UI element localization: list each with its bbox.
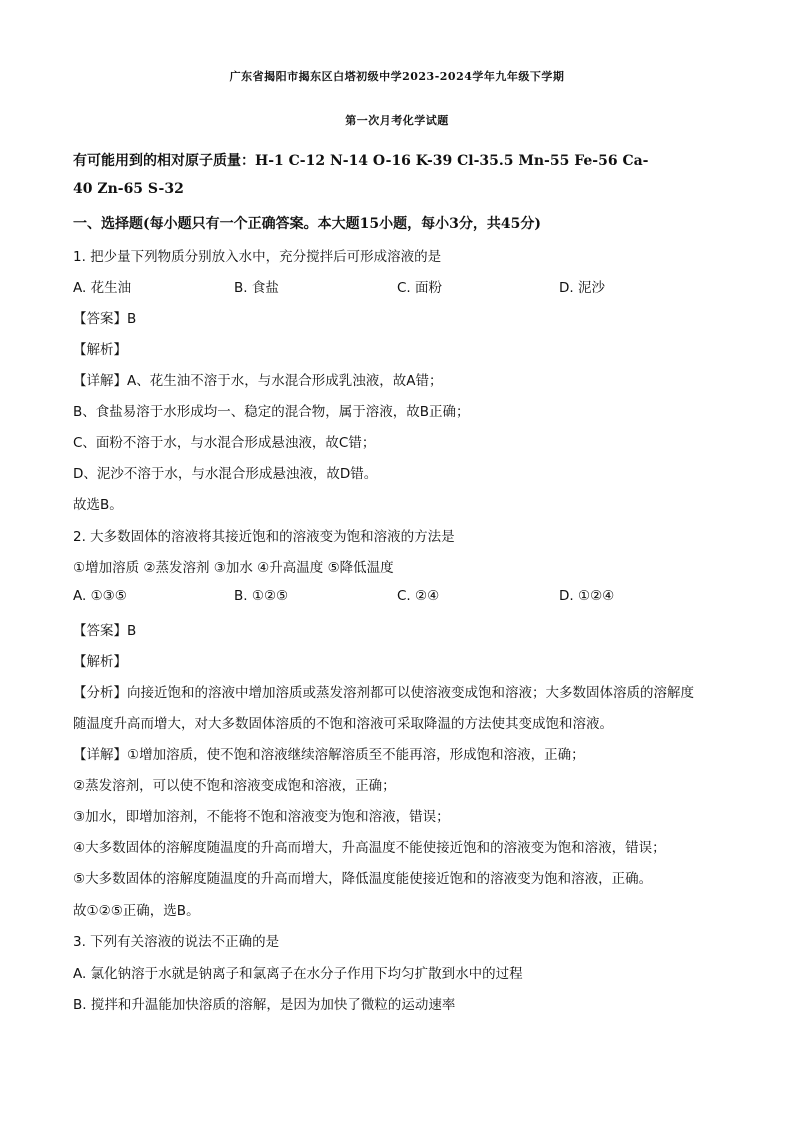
q2-answer: 【答案】B	[73, 623, 137, 639]
q1-stem: 1. 把少量下列物质分别放入水中，充分搅拌后可形成溶液的是	[73, 249, 442, 265]
q1-conclusion: 故选B。	[73, 497, 123, 513]
q2-fenxi-line: 【分析】向接近饱和的溶液中增加溶质或蒸发溶剂都可以使溶液变成饱和溶液；大多数固体溶质的溶解度	[73, 685, 694, 701]
q3-option-a: A. 氯化钠溶于水就是钠离子和氯离子在水分子作用下均匀扩散到水中的过程	[73, 966, 523, 982]
q2-fenxi-line: 随温度升高而增大，对大多数固体溶质的不饱和溶液可采取降温的方法使其变成饱和溶液。	[73, 716, 613, 732]
q3-option-b: B. 搅拌和升温能加快溶质的溶解，是因为加快了微粒的运动速率	[73, 997, 456, 1013]
q1-option-c: C. 面粉	[397, 280, 443, 296]
q3-stem: 3. 下列有关溶液的说法不正确的是	[73, 934, 280, 950]
q2-detail-line: ④大多数固体的溶解度随温度的升高而增大，升高温度不能使接近饱和的溶液变为饱和溶液，错误；	[73, 840, 666, 856]
q2-option-a: A. ①③⑤	[73, 588, 127, 604]
q2-conclusion: 故①②⑤正确，选B。	[73, 903, 200, 919]
q2-analysis-label: 【解析】	[73, 654, 127, 670]
q2-detail-line: ⑤大多数固体的溶解度随温度的升高而增大，降低温度能使接近饱和的溶液变为饱和溶液，正确。	[73, 871, 653, 887]
q2-detail-line: ②蒸发溶剂，可以使不饱和溶液变成饱和溶液，正确；	[73, 778, 396, 794]
q2-stem: 2. 大多数固体的溶液将其接近饱和的溶液变为饱和溶液的方法是	[73, 529, 455, 545]
q1-analysis-label: 【解析】	[73, 342, 127, 358]
q2-detail-line: ③加水，即增加溶剂，不能将不饱和溶液变为饱和溶液，错误；	[73, 809, 450, 825]
atomic-mass-line2: 40 Zn-65 S-32	[73, 181, 184, 197]
q1-option-a: A. 花生油	[73, 280, 132, 296]
q1-detail-line: C、面粉不溶于水，与水混合形成悬浊液，故C错；	[73, 435, 376, 451]
q2-option-d: D. ①②④	[559, 588, 615, 604]
q1-option-d: D. 泥沙	[559, 280, 605, 296]
q2-detail-line: 【详解】①增加溶质，使不饱和溶液继续溶解溶质至不能再溶，形成饱和溶液，正确；	[73, 747, 585, 763]
q1-detail-line: B、食盐易溶于水形成均一、稳定的混合物，属于溶液，故B正确；	[73, 404, 470, 420]
q1-option-b: B. 食盐	[234, 280, 279, 296]
exam-title-line1: 广东省揭阳市揭东区白塔初级中学2023-2024学年九年级下学期	[229, 70, 565, 83]
atomic-mass-line1: 有可能用到的相对原子质量：H-1 C-12 N-14 O-16 K-39 Cl-35.5 Mn-55 Fe-56 Ca-	[73, 153, 649, 169]
exam-title-line2: 第一次月考化学试题	[345, 114, 449, 127]
q1-detail-line: D、泥沙不溶于水，与水混合形成悬浊液，故D错。	[73, 466, 378, 482]
q2-option-b: B. ①②⑤	[234, 588, 289, 604]
q1-detail-line: 【详解】A、花生油不溶于水，与水混合形成乳浊液，故A错；	[73, 373, 443, 389]
q2-option-c: C. ②④	[397, 588, 440, 604]
q1-answer: 【答案】B	[73, 311, 137, 327]
section-heading: 一、选择题(每小题只有一个正确答案。本大题15小题，每小3分，共45分)	[73, 216, 541, 232]
q2-methods: ①增加溶质 ②蒸发溶剂 ③加水 ④升高温度 ⑤降低温度	[73, 560, 394, 576]
